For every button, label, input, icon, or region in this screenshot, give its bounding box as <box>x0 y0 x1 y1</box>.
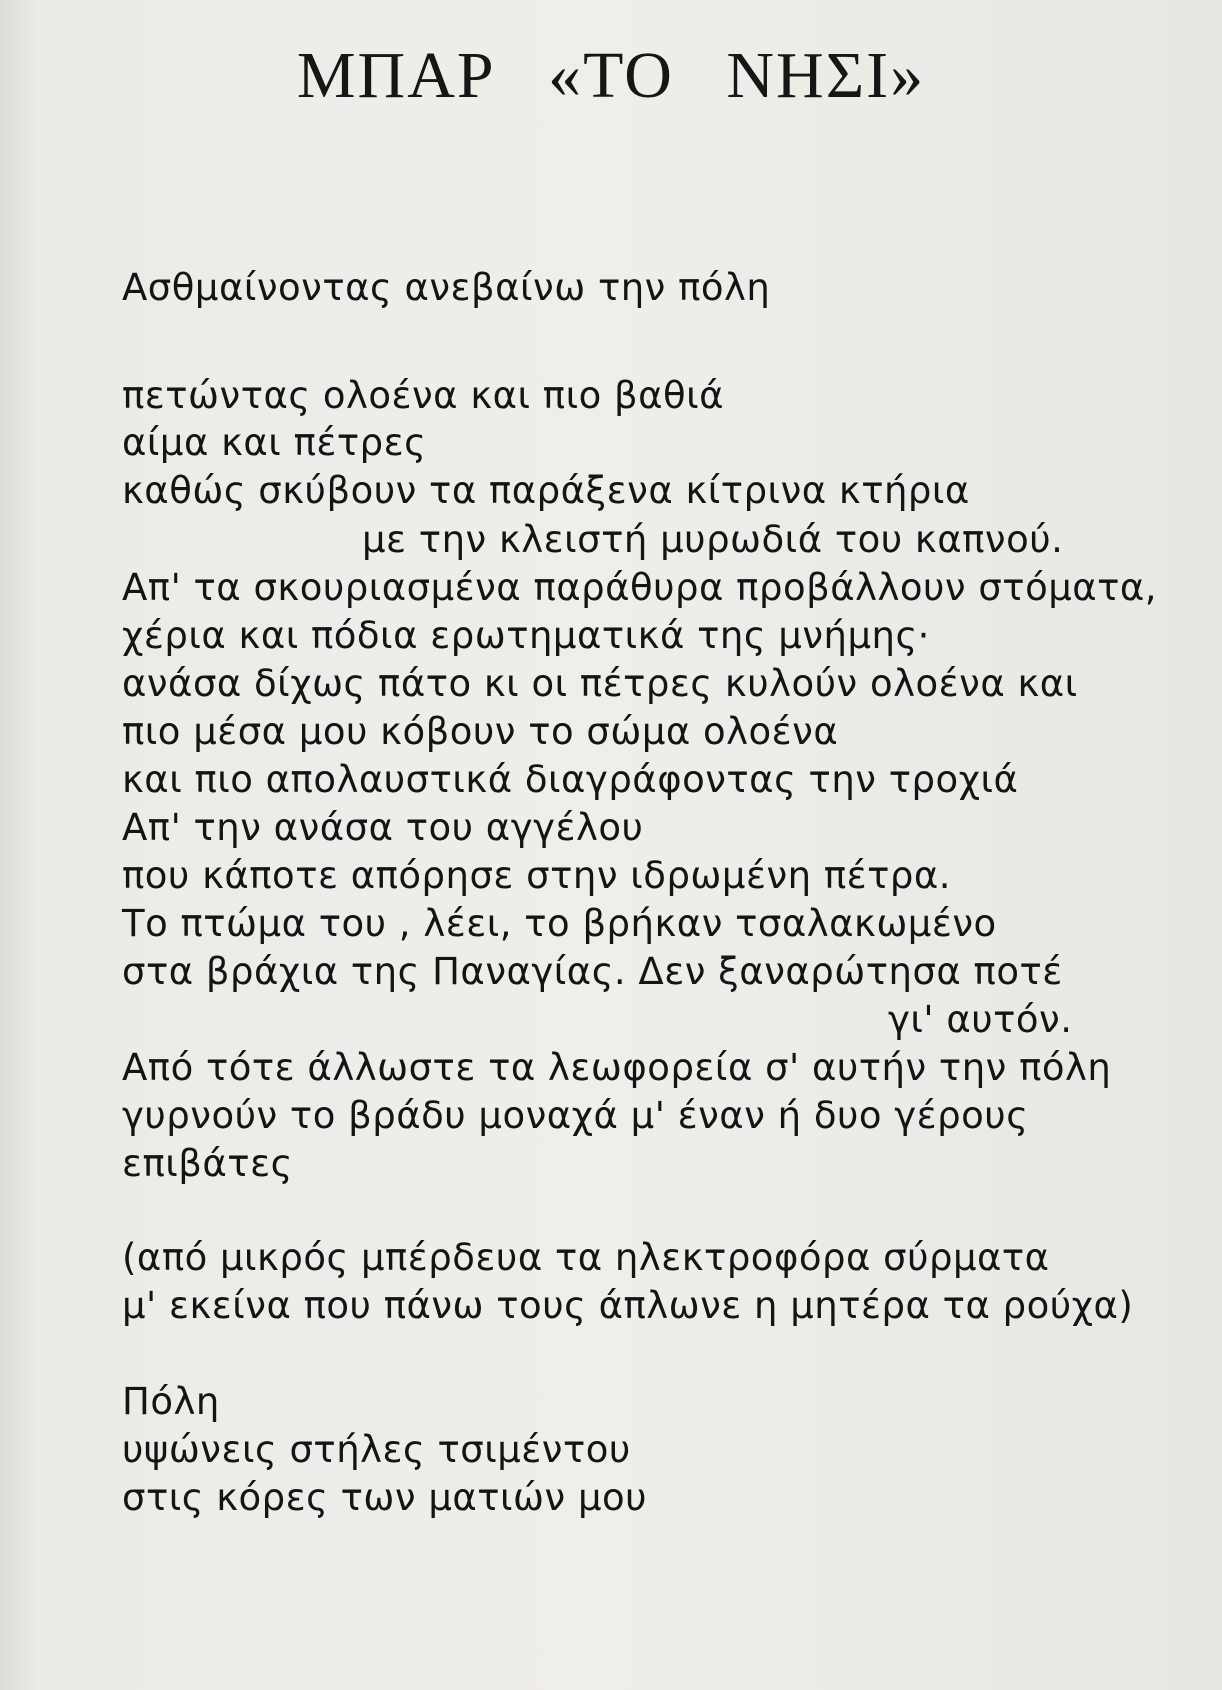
poem-line-20: μ' εκείνα που πάνω τους άπλωνε η μητέρα τα ρούχα) <box>122 1284 1134 1327</box>
poem-line-6: Απ' τα σκουριασμένα παράθυρα προβάλλουν στόματα, <box>122 566 1158 609</box>
poem-line-3: αίμα και πέτρες <box>122 421 427 464</box>
poem-line-18: επιβάτες <box>122 1142 293 1185</box>
poem-line-8: ανάσα δίχως πάτο κι οι πέτρες κυλούν ολοένα και <box>122 662 1078 705</box>
poem-line-19: (από μικρός μπέρδευα τα ηλεκτροφόρα σύρματα <box>122 1236 1050 1279</box>
poem-line-15: γι' αυτόν. <box>888 998 1073 1041</box>
poem-line-10: και πιο απολαυστικά διαγράφοντας την τροχιά <box>122 758 1019 801</box>
poem-line-14: στα βράχια της Παναγίας. Δεν ξαναρώτησα ποτέ <box>122 950 1063 993</box>
poem-line-23: στις κόρες των ματιών μου <box>122 1476 648 1519</box>
poem-line-7: χέρια και πόδια ερωτηματικά της μνήμης· <box>122 614 930 657</box>
poem-line-9: πιο μέσα μου κόβουν το σώμα ολοένα <box>122 710 839 753</box>
poem-line-4: καθώς σκύβουν τα παράξενα κίτρινα κτήρια <box>122 469 970 512</box>
poem-line-2: πετώντας ολοένα και πιο βαθιά <box>122 374 725 417</box>
poem-line-11: Απ' την ανάσα του αγγέλου <box>122 806 644 849</box>
poem-line-22: υψώνεις στήλες τσιμέντου <box>122 1428 631 1471</box>
poem-line-12: που κάποτε απόρησε στην ιδρωμένη πέτρα. <box>122 854 952 897</box>
poem-line-17: γυρνούν το βράδυ μοναχά μ' έναν ή δυο γέρους <box>122 1094 1029 1137</box>
poem-title: ΜΠΑΡ «ΤΟ ΝΗΣΙ» <box>296 39 926 112</box>
poem-line-13: Το πτώμα του , λέει, το βρήκαν τσαλακωμένο <box>122 902 997 945</box>
poem-line-1: Ασθμαίνοντας ανεβαίνω την πόλη <box>122 266 771 309</box>
poem-line-5: με την κλειστή μυρωδιά του καπνού. <box>362 518 1064 561</box>
poem-line-21: Πόλη <box>122 1380 220 1423</box>
poem-line-16: Από τότε άλλωστε τα λεωφορεία σ' αυτήν την πόλη <box>122 1046 1112 1089</box>
